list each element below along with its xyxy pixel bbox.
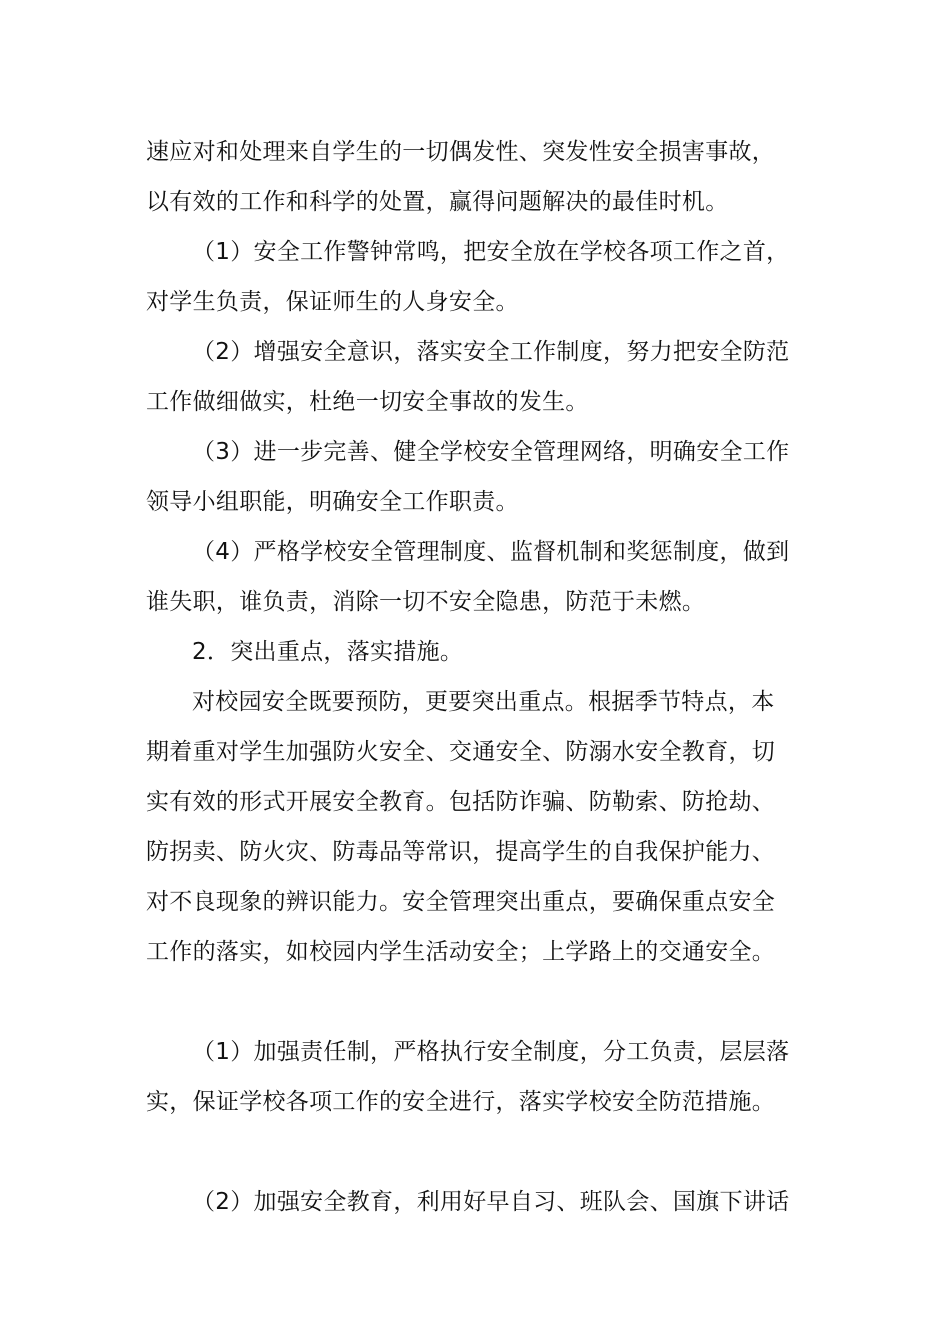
text-line: （4）严格学校安全管理制度、监督机制和奖惩制度，做到 xyxy=(192,539,790,565)
text-line: 工作做细做实，杜绝一切安全事故的发生。 xyxy=(146,389,589,415)
text-line: （1）安全工作警钟常鸣，把安全放在学校各项工作之首， xyxy=(192,239,790,265)
text-line: 领导小组职能，明确安全工作职责。 xyxy=(146,489,519,515)
text-line: 工作的落实，如校园内学生活动安全；上学路上的交通安全。 xyxy=(146,939,776,965)
text-line: 实，保证学校各项工作的安全进行，落实学校安全防范措施。 xyxy=(146,1089,776,1115)
text-line: （3）进一步完善、健全学校安全管理网络，明确安全工作 xyxy=(192,439,790,465)
text-line: 防拐卖、防火灾、防毒品等常识，提高学生的自我保护能力、 xyxy=(146,839,776,865)
text-line: 对学生负责，保证师生的人身安全。 xyxy=(146,289,519,315)
text-line: 期着重对学生加强防火安全、交通安全、防溺水安全教育，切 xyxy=(146,739,776,765)
text-line: （1）加强责任制，严格执行安全制度，分工负责，层层落 xyxy=(192,1039,790,1065)
text-line: 谁失职，谁负责，消除一切不安全隐患，防范于未燃。 xyxy=(146,589,706,615)
text-line: 对不良现象的辨识能力。安全管理突出重点，要确保重点安全 xyxy=(146,889,776,915)
text-line: 对校园安全既要预防，更要突出重点。根据季节特点，本 xyxy=(192,689,775,715)
text-line: （2）加强安全教育，利用好早自习、班队会、国旗下讲话 xyxy=(192,1189,790,1215)
text-line: 以有效的工作和科学的处置，赢得问题解决的最佳时机。 xyxy=(146,189,729,215)
text-line: 实有效的形式开展安全教育。包括防诈骗、防勒索、防抢劫、 xyxy=(146,789,776,815)
section-heading: 2．突出重点，落实措施。 xyxy=(192,639,464,665)
text-line: （2）增强安全意识，落实安全工作制度，努力把安全防范 xyxy=(192,339,790,365)
text-line: 速应对和处理来自学生的一切偶发性、突发性安全损害事故， xyxy=(146,139,776,165)
